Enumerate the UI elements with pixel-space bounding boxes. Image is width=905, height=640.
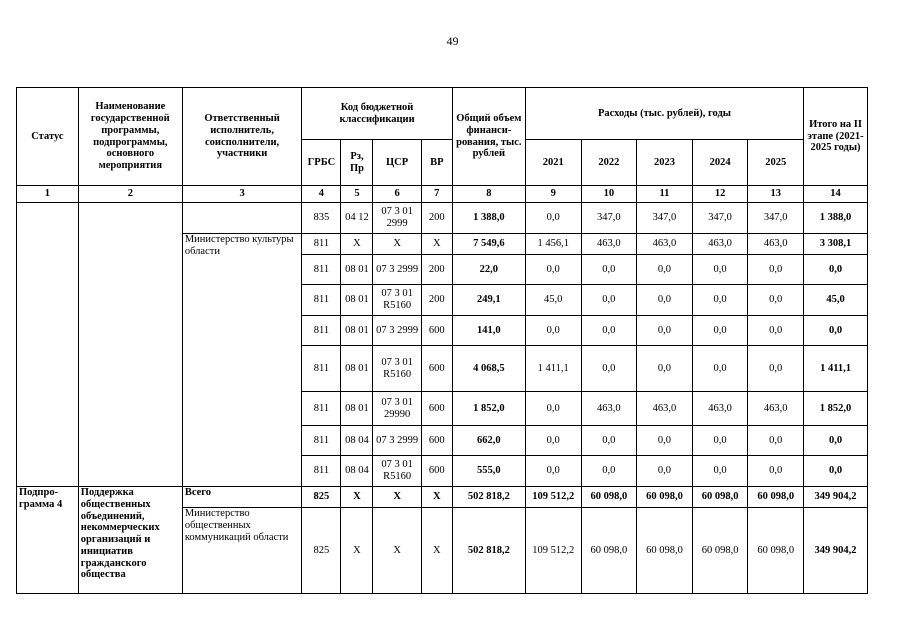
total-cell: 22,0: [452, 255, 525, 285]
total-cell: 502 818,2: [452, 487, 525, 508]
year-cell: 1 411,1: [525, 346, 581, 392]
total-cell: 555,0: [452, 456, 525, 487]
year-cell: 60 098,0: [581, 487, 637, 508]
header-year: 2025: [748, 140, 804, 186]
responsible-cell: [182, 203, 302, 234]
year-cell: 347,0: [637, 203, 693, 234]
col-number: 14: [804, 186, 868, 203]
year-cell: 0,0: [581, 426, 637, 456]
col-number: 1: [17, 186, 79, 203]
name-cell: [78, 203, 182, 487]
rzpr-cell: 08 04: [341, 456, 373, 487]
year-cell: 0,0: [637, 316, 693, 346]
csr-cell: 07 3 01 2999: [373, 203, 421, 234]
rzpr-cell: Х: [341, 487, 373, 508]
year-cell: 0,0: [692, 456, 748, 487]
year-cell: 0,0: [748, 316, 804, 346]
col-number: 6: [373, 186, 421, 203]
year-cell: 0,0: [692, 346, 748, 392]
header-responsible: Ответственный исполнитель, соисполнители, участники: [182, 88, 302, 186]
year-cell: 0,0: [637, 456, 693, 487]
header-csr: ЦСР: [373, 140, 421, 186]
header-expenses: Расходы (тыс. рублей), годы: [525, 88, 803, 140]
stage-total-cell: 1 411,1: [804, 346, 868, 392]
header-total-volume: Общий объем финанси-рования, тыс. рублей: [452, 88, 525, 186]
year-cell: 463,0: [581, 392, 637, 426]
year-cell: 0,0: [692, 285, 748, 316]
vr-cell: 600: [421, 392, 452, 426]
year-cell: 347,0: [748, 203, 804, 234]
col-number: 10: [581, 186, 637, 203]
vr-cell: 600: [421, 426, 452, 456]
rzpr-cell: 04 12: [341, 203, 373, 234]
grbs-cell: 811: [302, 234, 341, 255]
total-cell: 7 549,6: [452, 234, 525, 255]
responsible-cell: Всего: [182, 487, 302, 508]
header-name: Наименование государственной программы, подпрограммы, основного мероприятия: [78, 88, 182, 186]
header-vr: ВР: [421, 140, 452, 186]
csr-cell: Х: [373, 234, 421, 255]
year-cell: 0,0: [525, 316, 581, 346]
year-cell: 0,0: [692, 426, 748, 456]
grbs-cell: 825: [302, 487, 341, 508]
col-number: 11: [637, 186, 693, 203]
subprogram-name: Поддержка общественных объединений, некоммерческих организаций и инициатив гражданского общества: [78, 487, 182, 594]
vr-cell: 200: [421, 203, 452, 234]
year-cell: 0,0: [692, 255, 748, 285]
year-cell: 0,0: [637, 346, 693, 392]
year-cell: 60 098,0: [748, 487, 804, 508]
header-year: 2022: [581, 140, 637, 186]
year-cell: 463,0: [637, 392, 693, 426]
subprogram-total-row: [17, 487, 868, 508]
grbs-cell: 811: [302, 426, 341, 456]
year-cell: 0,0: [637, 285, 693, 316]
year-cell: 463,0: [637, 234, 693, 255]
year-cell: 60 098,0: [637, 487, 693, 508]
csr-cell: Х: [373, 487, 421, 508]
csr-cell: 07 3 2999: [373, 426, 421, 456]
stage-total-cell: 349 904,2: [804, 508, 868, 594]
col-number: 3: [182, 186, 302, 203]
rzpr-cell: 08 01: [341, 316, 373, 346]
year-cell: 0,0: [581, 316, 637, 346]
rzpr-cell: 08 01: [341, 285, 373, 316]
col-number: 5: [341, 186, 373, 203]
year-cell: 1 456,1: [525, 234, 581, 255]
rzpr-cell: Х: [341, 234, 373, 255]
total-cell: 4 068,5: [452, 346, 525, 392]
header-stage-total: Итого на II этапе (2021-2025 годы): [804, 88, 868, 186]
header-status: Статус: [17, 88, 79, 186]
year-cell: 463,0: [692, 392, 748, 426]
year-cell: 0,0: [637, 255, 693, 285]
total-cell: 1 852,0: [452, 392, 525, 426]
grbs-cell: 811: [302, 255, 341, 285]
vr-cell: Х: [421, 234, 452, 255]
stage-total-cell: 0,0: [804, 426, 868, 456]
year-cell: 0,0: [525, 456, 581, 487]
vr-cell: 200: [421, 255, 452, 285]
year-cell: 0,0: [525, 203, 581, 234]
col-number: 4: [302, 186, 341, 203]
header-budget-code: Код бюджетной классификации: [302, 88, 452, 140]
col-number: 9: [525, 186, 581, 203]
stage-total-cell: 3 308,1: [804, 234, 868, 255]
year-cell: 0,0: [748, 255, 804, 285]
year-cell: 60 098,0: [637, 508, 693, 594]
page-number: 49: [446, 34, 459, 48]
col-number: 8: [452, 186, 525, 203]
total-cell: 662,0: [452, 426, 525, 456]
year-cell: 0,0: [525, 255, 581, 285]
year-cell: 60 098,0: [692, 487, 748, 508]
year-cell: 0,0: [637, 426, 693, 456]
year-cell: 347,0: [581, 203, 637, 234]
year-cell: 463,0: [692, 234, 748, 255]
csr-cell: Х: [373, 508, 421, 594]
year-cell: 0,0: [581, 255, 637, 285]
year-cell: 60 098,0: [692, 508, 748, 594]
grbs-cell: 811: [302, 456, 341, 487]
stage-total-cell: 0,0: [804, 456, 868, 487]
col-number: 13: [748, 186, 804, 203]
year-cell: 0,0: [692, 316, 748, 346]
status-cell: [17, 203, 79, 487]
csr-cell: 07 3 01 R5160: [373, 456, 421, 487]
header-year: 2023: [637, 140, 693, 186]
vr-cell: 600: [421, 316, 452, 346]
stage-total-cell: 1 852,0: [804, 392, 868, 426]
grbs-cell: 811: [302, 392, 341, 426]
year-cell: 0,0: [581, 346, 637, 392]
grbs-cell: 825: [302, 508, 341, 594]
year-cell: 463,0: [581, 234, 637, 255]
year-cell: 0,0: [748, 346, 804, 392]
year-cell: 0,0: [748, 456, 804, 487]
stage-total-cell: 0,0: [804, 316, 868, 346]
grbs-cell: 811: [302, 346, 341, 392]
vr-cell: Х: [421, 487, 452, 508]
total-cell: 141,0: [452, 316, 525, 346]
year-cell: 347,0: [692, 203, 748, 234]
vr-cell: 200: [421, 285, 452, 316]
year-cell: 60 098,0: [748, 508, 804, 594]
subprogram-status: Подпро-грамма 4: [17, 487, 79, 594]
table-row: [17, 203, 868, 234]
col-number: 2: [78, 186, 182, 203]
year-cell: 109 512,2: [525, 508, 581, 594]
stage-total-cell: 45,0: [804, 285, 868, 316]
year-cell: 0,0: [748, 426, 804, 456]
year-cell: 0,0: [525, 426, 581, 456]
col-number: 7: [421, 186, 452, 203]
budget-table: [16, 87, 868, 594]
header-rzpr: Рз, Пр: [341, 140, 373, 186]
rzpr-cell: 08 01: [341, 346, 373, 392]
vr-cell: Х: [421, 508, 452, 594]
stage-total-cell: 349 904,2: [804, 487, 868, 508]
csr-cell: 07 3 01 R5160: [373, 285, 421, 316]
header-year: 2024: [692, 140, 748, 186]
col-number: 12: [692, 186, 748, 203]
rzpr-cell: 08 01: [341, 392, 373, 426]
year-cell: 0,0: [748, 285, 804, 316]
header-grbs: ГРБС: [302, 140, 341, 186]
year-cell: 463,0: [748, 392, 804, 426]
total-cell: 502 818,2: [452, 508, 525, 594]
year-cell: 0,0: [581, 285, 637, 316]
csr-cell: 07 3 2999: [373, 316, 421, 346]
total-cell: 1 388,0: [452, 203, 525, 234]
total-cell: 249,1: [452, 285, 525, 316]
year-cell: 0,0: [525, 392, 581, 426]
grbs-cell: 811: [302, 316, 341, 346]
year-cell: 463,0: [748, 234, 804, 255]
grbs-cell: 835: [302, 203, 341, 234]
rzpr-cell: 08 04: [341, 426, 373, 456]
year-cell: 60 098,0: [581, 508, 637, 594]
vr-cell: 600: [421, 456, 452, 487]
vr-cell: 600: [421, 346, 452, 392]
grbs-cell: 811: [302, 285, 341, 316]
responsible-cell: Министерство общественных коммуникаций области: [182, 508, 302, 594]
responsible-cell: Министерство культуры области: [182, 234, 302, 487]
rzpr-cell: 08 01: [341, 255, 373, 285]
rzpr-cell: Х: [341, 508, 373, 594]
csr-cell: 07 3 01 R5160: [373, 346, 421, 392]
stage-total-cell: 0,0: [804, 255, 868, 285]
stage-total-cell: 1 388,0: [804, 203, 868, 234]
year-cell: 45,0: [525, 285, 581, 316]
header-year: 2021: [525, 140, 581, 186]
csr-cell: 07 3 01 29990: [373, 392, 421, 426]
year-cell: 0,0: [581, 456, 637, 487]
csr-cell: 07 3 2999: [373, 255, 421, 285]
year-cell: 109 512,2: [525, 487, 581, 508]
